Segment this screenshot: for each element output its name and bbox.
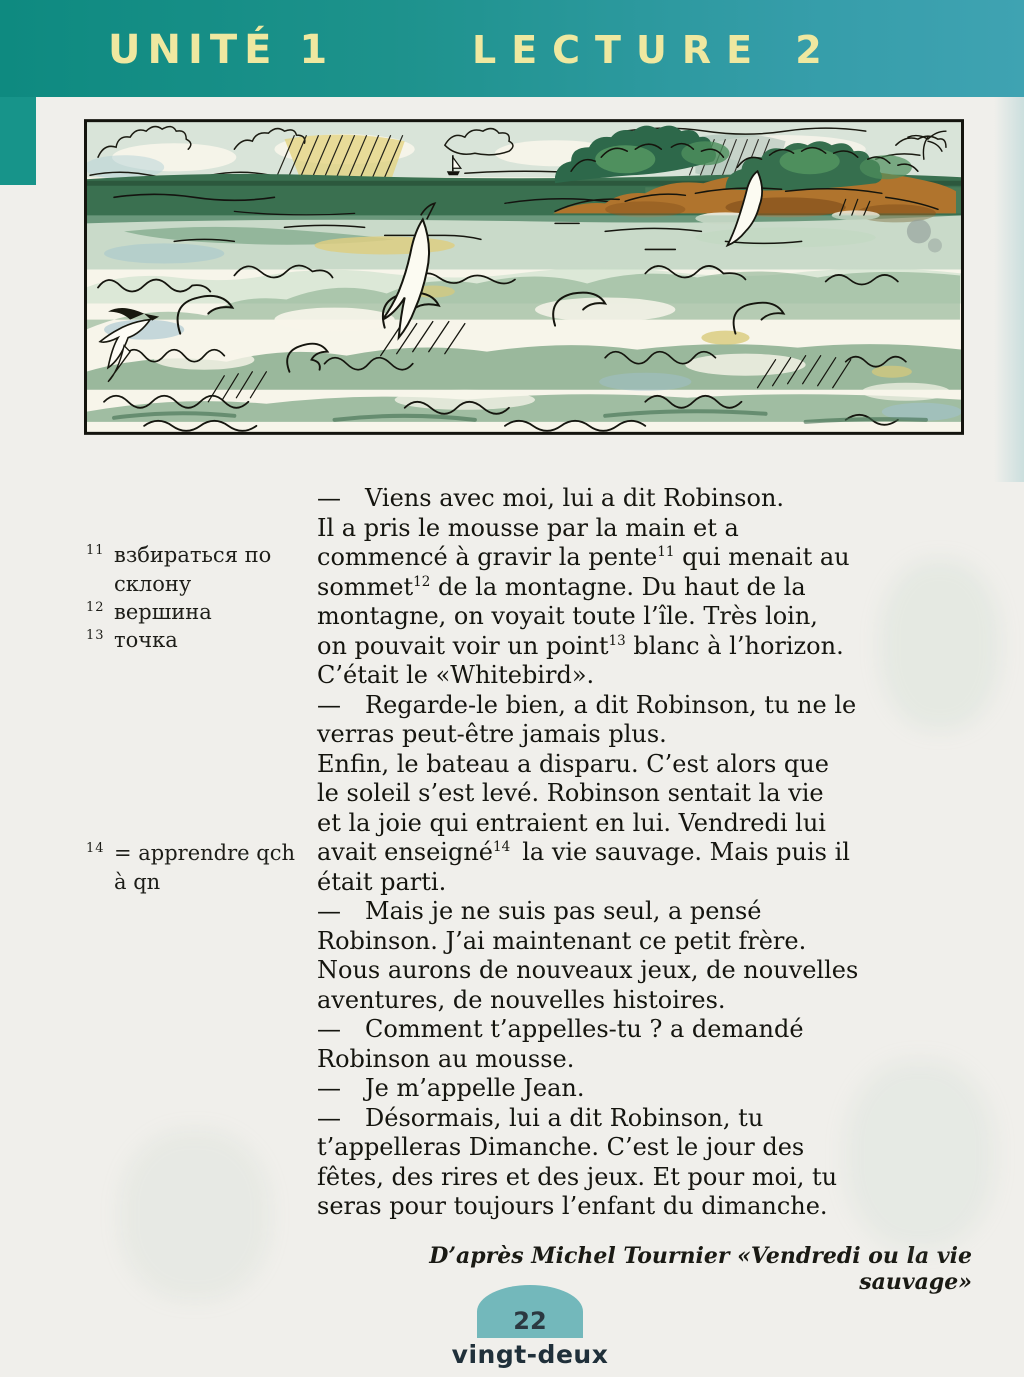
margin-note-11 [86, 541, 318, 598]
passage-line: Il a pris le mousse par la main et a [317, 513, 739, 542]
passage-line: avait enseigné$^{14}$ la vie sauvage. Mais puis il [317, 838, 850, 866]
passage-line: le soleil s’est levé. Robinson sentait la vie [317, 779, 824, 807]
passage-line: — Désormais, lui a dit Robinson, tu [317, 1103, 764, 1132]
footnote-reference: 12 [413, 573, 431, 590]
scan-ghosting [120, 1130, 270, 1300]
passage-line: Nous aurons de nouveaux jeux, de nouvelles [317, 956, 859, 984]
footnote-reference: 13 [608, 632, 626, 649]
page-number: 22 [513, 1307, 547, 1335]
passage-line: on pouvait voir un point$^{13}$ blanc à l’horizon. [317, 631, 844, 660]
margin-note-14 [86, 839, 318, 896]
page-number-badge [477, 1285, 583, 1338]
footnote-number: 12 [86, 600, 105, 615]
passage-line: — Viens avec moi, lui a dit Robinson. [317, 484, 785, 512]
passage-line: verras peut-être jamais plus. [317, 720, 667, 748]
passage-line: t’appelleras Dimanche. C’est le jour des [317, 1133, 805, 1161]
footnote-text: взбираться по склону [114, 543, 272, 596]
footnote-number: 13 [86, 628, 105, 643]
passage-line: montagne, on voyait toute l’île. Très loin, [317, 602, 818, 630]
lecture-title: LECTURE 2 [472, 28, 837, 72]
seascape-illustration [84, 119, 964, 435]
footnote-number: 14 [86, 841, 105, 856]
passage-line: Enfin, le bateau a disparu. C’est alors que [317, 749, 829, 778]
footnote-number: 11 [86, 543, 105, 558]
passage-line: fêtes, des rires et des jeux. Et pour moi, tu [317, 1162, 838, 1191]
margin-note-13 [86, 626, 318, 655]
footnote-text: точка [114, 628, 178, 652]
footnote-text: вершина [114, 600, 212, 624]
passage-line: était parti. [317, 867, 447, 896]
passage-line: C’était le «Whitebird». [317, 661, 595, 689]
page-edge-shading [994, 97, 1024, 482]
source-attribution: D’après Michel Tournier «Vendredi ou la vie sauvage» [429, 1243, 972, 1295]
unit-title: UNITÉ 1 [108, 27, 335, 73]
header-side-strip [0, 97, 36, 185]
reading-passage [317, 484, 979, 1222]
footnote-reference: 11 [657, 544, 675, 560]
passage-line: seras pour toujours l’enfant du dimanche. [317, 1192, 828, 1220]
passage-line: — Regarde-le bien, a dit Robinson, tu ne le [317, 690, 857, 719]
passage-line: commencé à gravir la pente$^{11}$ qui menait au [317, 543, 850, 571]
passage-line: — Je m’appelle Jean. [317, 1074, 585, 1102]
footnote-reference: 14 [493, 839, 511, 855]
passage-line: et la joie qui entraient en lui. Vendredi lui [317, 808, 826, 837]
passage-line: — Mais je ne suis pas seul, a pensé [317, 897, 762, 925]
margin-note-12 [86, 598, 318, 627]
passage-line: sommet$^{12}$ de la montagne. Du haut de la [317, 572, 806, 601]
page-header [0, 0, 1024, 97]
page-number-word: vingt-deux [451, 1340, 609, 1369]
passage-line: Robinson au mousse. [317, 1044, 575, 1073]
footnote-text: = apprendre qch à qn [114, 841, 295, 894]
passage-line: aventures, de nouvelles histoires. [317, 985, 726, 1014]
passage-line: — Comment t’appelles-tu ? a demandé [317, 1015, 804, 1043]
passage-line: Robinson. J’ai maintenant ce petit frère. [317, 926, 807, 955]
mid-water [86, 215, 962, 269]
